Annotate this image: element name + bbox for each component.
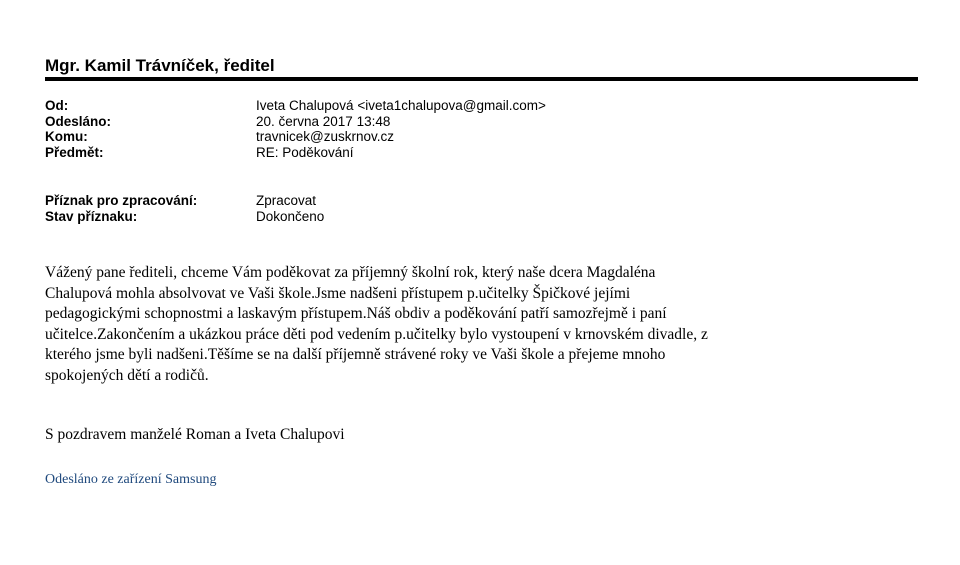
header-divider bbox=[45, 77, 918, 81]
device-signature: Odesláno ze zařízení Samsung bbox=[45, 472, 217, 487]
body-line: spokojených dětí a rodičů. bbox=[45, 366, 209, 384]
subject-value: RE: Poděkování bbox=[256, 144, 354, 160]
subject-label: Předmět: bbox=[45, 144, 104, 160]
header-row-to bbox=[45, 129, 546, 145]
body-line: kterého jsme byli nadšeni.Těšíme se na další příjemně strávené roky ve Vaši škole a přejeme mnoho bbox=[45, 346, 666, 363]
from-value: Iveta Chalupová <iveta1chalupova@gmail.com> bbox=[256, 98, 546, 113]
body-line: Vážený pane řediteli, chceme Vám poděkovat za příjemný školní rok, který naše dcera Magdaléna bbox=[45, 264, 656, 281]
mailbox-owner-name: Mgr. Kamil Trávníček, ředitel bbox=[45, 56, 275, 75]
header-row-flag bbox=[45, 193, 324, 209]
flag-value: Zpracovat bbox=[256, 193, 317, 208]
to-value: travnicek@zuskrnov.cz bbox=[256, 129, 394, 144]
from-label: Od: bbox=[45, 98, 69, 113]
header-row-flag-status bbox=[45, 209, 324, 225]
flag-status-label: Stav příznaku: bbox=[45, 208, 138, 224]
body-line: učitelce.Zakončením a ukázkou práce děti pod vedením p.učitelky bylo vystoupení v krnovském divadle, z bbox=[45, 325, 708, 343]
header-row-sent bbox=[45, 114, 546, 130]
header-row-subject bbox=[45, 145, 546, 161]
message-headers bbox=[45, 98, 546, 160]
header-row-from bbox=[45, 98, 546, 114]
flag-label: Příznak pro zpracování: bbox=[45, 193, 198, 208]
sent-value: 20. června 2017 13:48 bbox=[256, 113, 391, 129]
message-body bbox=[45, 263, 913, 386]
flag-headers bbox=[45, 193, 324, 224]
body-line: pedagogickými schopnostmi a laskavým přístupem.Náš obdiv a poděkování patří samozřejmě i paní bbox=[45, 305, 667, 322]
closing-greeting: S pozdravem manželé Roman a Iveta Chalupovi bbox=[45, 426, 345, 443]
sent-label: Odesláno: bbox=[45, 113, 112, 129]
body-line: Chalupová mohla absolvovat ve Vaši škole.Jsme nadšeni přístupem p.učitelky Špičkové jejími bbox=[45, 284, 631, 302]
to-label: Komu: bbox=[45, 129, 88, 144]
flag-status-value: Dokončeno bbox=[256, 208, 325, 224]
